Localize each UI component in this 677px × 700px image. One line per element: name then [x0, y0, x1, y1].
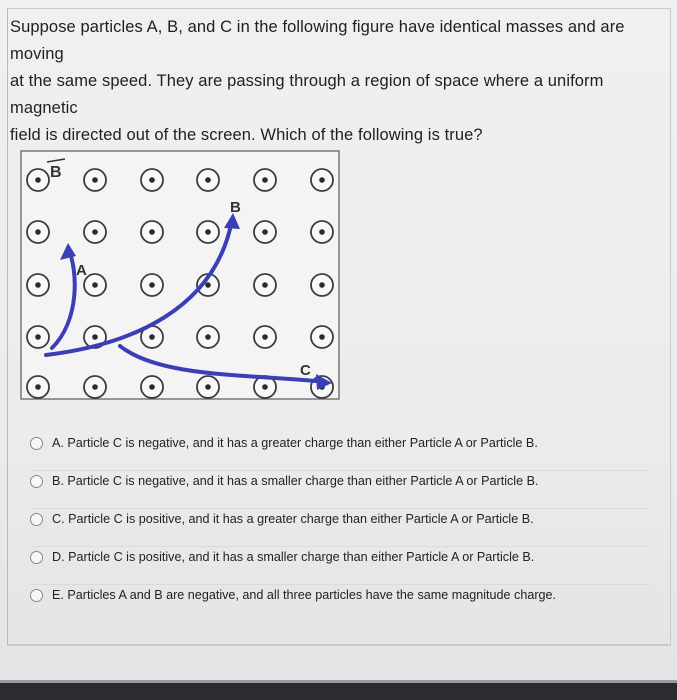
option-c-radio[interactable]	[30, 513, 43, 526]
field-dot	[311, 326, 333, 348]
option-c-label: C. Particle C is positive, and it has a greater charge than either Particle A or Particle B.	[52, 512, 534, 526]
question-line-2: at the same speed. They are passing through a region of space where a uniform magnetic	[10, 72, 604, 117]
option-a[interactable]	[30, 433, 650, 471]
field-dot	[254, 326, 276, 348]
label-b: B	[230, 199, 241, 216]
field-dot	[84, 376, 106, 398]
bottom-bar	[0, 683, 677, 700]
field-dot	[311, 221, 333, 243]
option-d-radio[interactable]	[30, 551, 43, 564]
field-dot	[197, 221, 219, 243]
option-d-label: D. Particle C is positive, and it has a smaller charge than either Particle A or Particle B.	[52, 550, 535, 564]
question-line-1: Suppose particles A, B, and C in the following figure have identical masses and are moving	[10, 18, 625, 63]
field-dot	[84, 274, 106, 296]
field-dot	[197, 376, 219, 398]
field-dot	[27, 274, 49, 296]
field-dot	[27, 221, 49, 243]
label-a: A	[76, 262, 87, 279]
magnetic-field-figure	[20, 150, 340, 400]
field-dot	[84, 221, 106, 243]
option-b-radio[interactable]	[30, 475, 43, 488]
field-dot	[254, 274, 276, 296]
field-dot	[27, 326, 49, 348]
field-dot	[141, 221, 163, 243]
option-e-radio[interactable]	[30, 589, 43, 602]
option-e-label: E. Particles A and B are negative, and all three particles have the same magnitude charge.	[52, 588, 557, 602]
panel-bottom-edge	[7, 644, 669, 645]
field-dot	[141, 274, 163, 296]
label-c: C	[300, 362, 311, 379]
option-d[interactable]	[30, 547, 650, 585]
field-dot	[311, 169, 333, 191]
field-dot	[197, 326, 219, 348]
option-b-label: B. Particle C is negative, and it has a smaller charge than either Particle A or Particle B.	[52, 474, 539, 488]
field-dot	[311, 274, 333, 296]
option-a-label: A. Particle C is negative, and it has a greater charge than either Particle A or Particle B.	[52, 436, 538, 450]
question-line-3: field is directed out of the screen. Which of the following is true?	[10, 126, 483, 144]
figure-border	[21, 151, 339, 399]
field-dot	[254, 221, 276, 243]
option-c[interactable]	[30, 509, 650, 547]
field-dot	[141, 169, 163, 191]
question-text	[10, 14, 665, 149]
option-a-radio[interactable]	[30, 437, 43, 450]
answer-options	[30, 433, 650, 622]
option-e[interactable]	[30, 585, 650, 622]
field-label: B	[50, 164, 62, 181]
field-dot	[254, 169, 276, 191]
field-dot	[27, 169, 49, 191]
field-dot	[197, 169, 219, 191]
option-b[interactable]	[30, 471, 650, 509]
field-dot	[84, 169, 106, 191]
field-dot	[27, 376, 49, 398]
field-dot	[141, 376, 163, 398]
